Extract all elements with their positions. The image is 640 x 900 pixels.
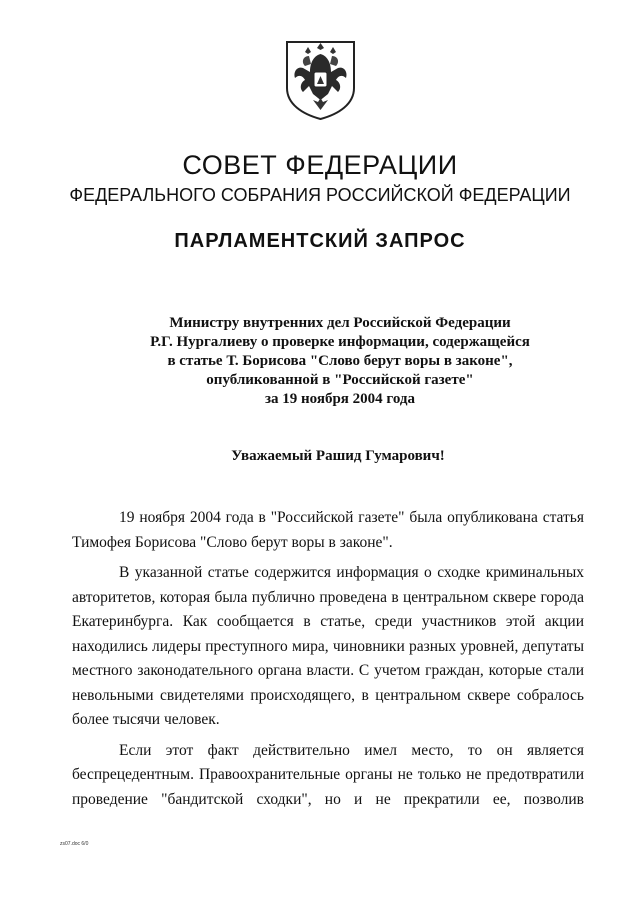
addressee-line: опубликованной в "Российской газете"	[206, 372, 474, 388]
org-title: СОВЕТ ФЕДЕРАЦИИ	[182, 150, 458, 180]
text-line: проведение "бандитской сходки", но и не прекратили ее, позволив	[72, 790, 584, 808]
org-subtitle: ФЕДЕРАЛЬНОГО СОБРАНИЯ РОССИЙСКОЙ ФЕДЕРАЦИИ	[69, 185, 571, 205]
text-line: Екатеринбурга. Как сообщается в статье, среди участников этой акции	[72, 613, 584, 630]
footer-file-mark: zs07.doc 6/0	[60, 841, 89, 847]
addressee-block	[110, 314, 570, 409]
coat-of-arms-icon	[283, 38, 358, 122]
text-line: местного законодательного органа власти. С учетом граждан, которые стали	[72, 662, 584, 679]
text-line: более тысячи человек.	[72, 711, 220, 728]
addressee-line: в статье Т. Борисова "Слово берут воры в законе",	[167, 353, 513, 369]
document-type-heading: ПАРЛАМЕНТСКИЙ ЗАПРОС	[174, 230, 466, 252]
paragraph-1	[72, 506, 584, 555]
text-line: 19 ноября 2004 года в "Российской газете" была опубликована статья	[119, 509, 584, 526]
text-line: беспрецедентным. Правоохранительные органы не только не предотвратили	[72, 766, 584, 783]
paragraph-3	[72, 739, 584, 813]
paragraph-2	[72, 561, 584, 733]
greeting: Уважаемый Рашид Гумарович!	[231, 448, 445, 464]
body-text	[72, 506, 584, 812]
text-line: авторитетов, которая была публично проведена в центральном сквере города	[72, 588, 584, 606]
addressee-line: Р.Г. Нургалиеву о проверке информации, содержащейся	[150, 334, 530, 350]
addressee-line: за 19 ноября 2004 года	[264, 391, 416, 407]
text-line: невольными свидетелями происходящего, в центральном сквере собралось	[72, 686, 584, 704]
text-line: Если этот факт действительно имел место, то он является	[119, 741, 584, 759]
text-line: находились лидеры преступного мира, чиновники разных уровней, депутаты	[72, 637, 584, 655]
text-line: В указанной статье содержится информация о сходке криминальных	[119, 564, 584, 581]
text-line: Тимофея Борисова "Слово берут воры в законе".	[72, 533, 393, 551]
addressee-line: Министру внутренних дел Российской Федерации	[169, 315, 511, 331]
